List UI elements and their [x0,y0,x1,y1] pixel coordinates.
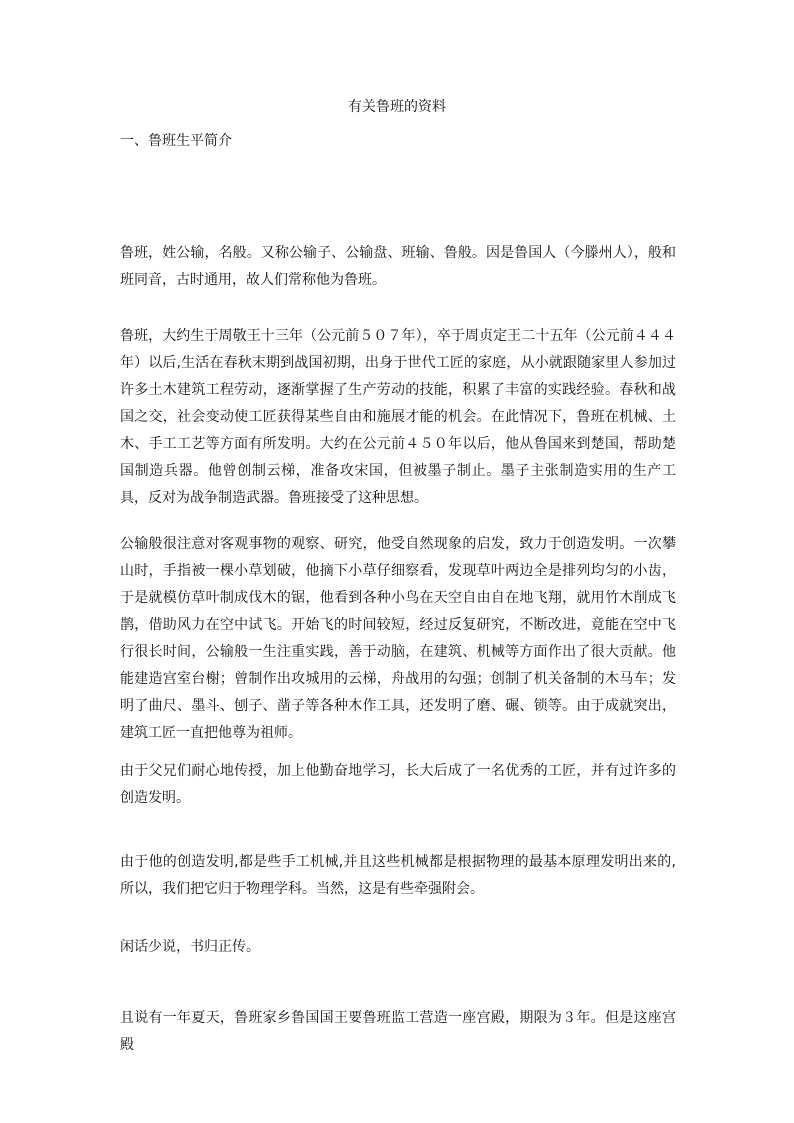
paragraph-inventions: 公输般很注意对客观事物的观察、研究，他受自然现象的启发，致力于创造发明。一次攀山时，手指被一棵小草划破，他摘下小草仔细察看，发现草叶两边全是排列均匀的小齿，于是就模仿草叶制成伐木的锯，他看到各种小鸟在天空自由自在地飞翔，就用竹木削成飞鹊，借助风力在空中试飞。开始飞的时间较短，经过反复研究，不断改进，竟能在空中飞行很长时间，公输般一生注重实践，善于动脑，在建筑、机械等方面作出了很大贡献。他能建造宫室台榭；曾制作出攻城用的云梯，舟战用的勾强；创制了机关备制的木马车；发明了曲尺、墨斗、刨子、凿子等各种木作工具，还发明了磨、碾、锁等。由于成就突出，建筑工匠一直把他尊为祖师。 [120,536,676,741]
section-heading: 一、鲁班生平简介 [120,133,232,149]
paragraph-intro: 鲁班，姓公输，名般。又称公输子、公输盘、班输、鲁般。因是鲁国人（今滕州人），般和班同音，古时通用，故人们常称他为鲁班。 [120,245,676,288]
paragraph-transition: 闲话少说，书归正传。 [120,939,260,955]
document-title: 有关鲁班的资料 [348,99,446,115]
paragraph-physics: 由于他的创造发明,都是些手工机械,并且这些机械都是根据物理的最基本原理发明出来的,所以，我们把它归于物理学科。当然，这是有些牵强附会。 [120,854,676,897]
paragraph-story: 且说有一年夏天，鲁班家乡鲁国国王要鲁班监工营造一座宫殿，期限为３年。但是这座宫殿 [120,1010,676,1053]
paragraph-training: 由于父兄们耐心地传授，加上他勤奋地学习，长大后成了一名优秀的工匠，并有过许多的创造发明。 [120,763,676,806]
paragraph-life: 鲁班，大约生于周敬王十三年（公元前５０７年），卒于周贞定王二十五年（公元前４４４年）以后,生活在春秋末期到战国初期，出身于世代工匠的家庭，从小就跟随家里人参加过许多土木建筑工程劳动，逐渐掌握了生产劳动的技能，积累了丰富的实践经验。春秋和战国之交，社会变动使工匠获得某些自由和施展才能的机会。在此情况下，鲁班在机械、土木、手工工艺等方面有所发明。大约在公元前４５０年以后，他从鲁国来到楚国，帮助楚国制造兵器。他曾创制云梯，准备攻宋国，但被墨子制止。墨子主张制造实用的生产工具，反对为战争制造武器。鲁班接受了这种思想。 [120,328,676,506]
